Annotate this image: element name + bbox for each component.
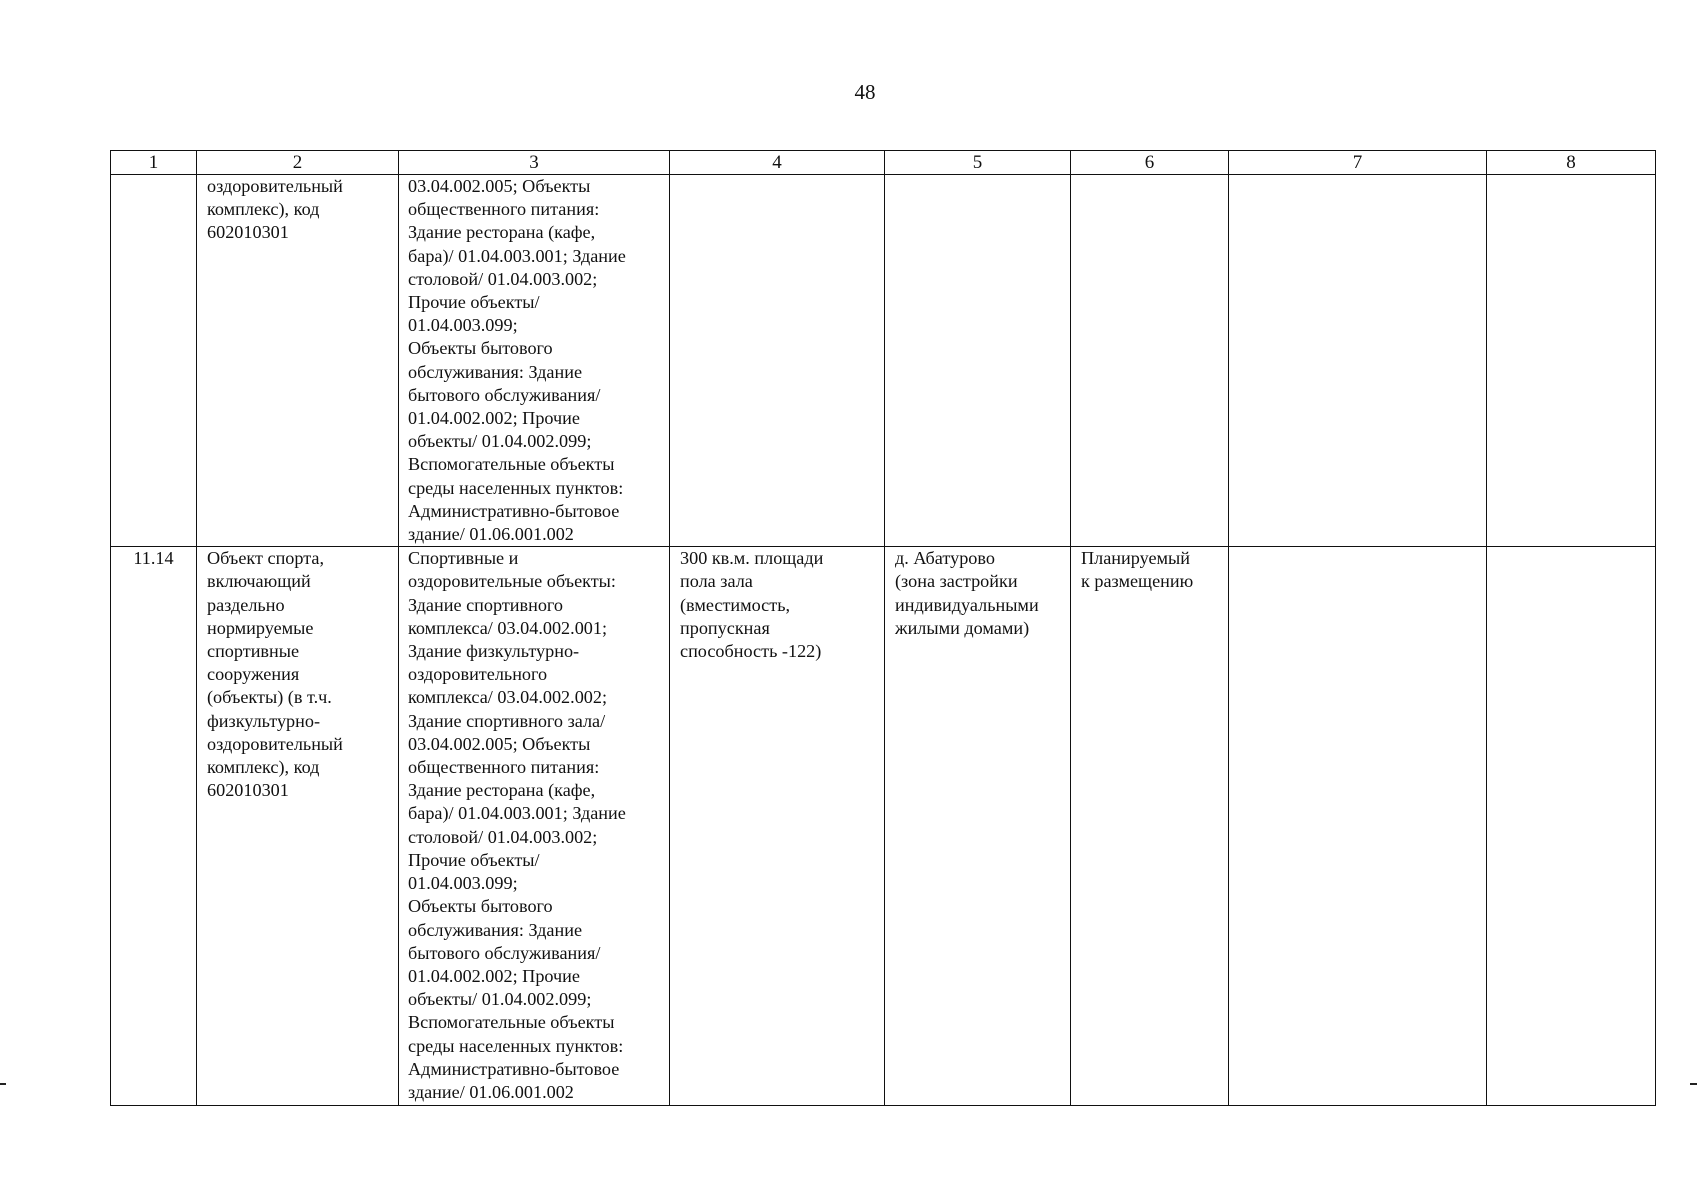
cell-text-line: Вспомогательные объекты bbox=[408, 454, 615, 475]
cell-col8 bbox=[1487, 175, 1656, 547]
cell-text-line: Административно-бытовое bbox=[408, 500, 620, 521]
cell-text-line: бытового обслуживания/ bbox=[408, 942, 601, 963]
cell-number: 11.14 bbox=[111, 547, 197, 1106]
cell-text-line: бара)/ 01.04.003.001; Здание bbox=[408, 803, 626, 824]
scan-edge-mark-right bbox=[1690, 1083, 1697, 1085]
table-row bbox=[111, 547, 1656, 1106]
cell-location bbox=[885, 175, 1071, 547]
cell-characteristics bbox=[670, 175, 885, 547]
cell-text-line: спортивные bbox=[207, 641, 300, 662]
cell-text-line: общественного питания: bbox=[408, 199, 600, 220]
cell-text-line: Спортивные и bbox=[408, 548, 519, 569]
cell-text-line: 03.04.002.005; Объекты bbox=[408, 733, 591, 754]
cell-text-line: 01.04.002.002; Прочие bbox=[408, 408, 580, 429]
cell-text-line: обслуживания: Здание bbox=[408, 361, 583, 382]
cell-text-line: (зона застройки bbox=[895, 571, 1018, 592]
cell-status bbox=[1071, 547, 1229, 1106]
cell-text-line: (вместимость, bbox=[680, 594, 791, 615]
cell-text-line: включающий bbox=[207, 571, 311, 592]
cell-text-line: комплекса/ 03.04.002.001; bbox=[408, 617, 608, 638]
column-header-7: 7 bbox=[1229, 151, 1487, 175]
cell-text-line: нормируемые bbox=[207, 617, 314, 638]
cell-col7 bbox=[1229, 547, 1487, 1106]
cell-text-line: оздоровительный bbox=[207, 733, 343, 754]
cell-text-line: общественного питания: bbox=[408, 757, 600, 778]
cell-text-line: бара)/ 01.04.003.001; Здание bbox=[408, 245, 626, 266]
column-header-4: 4 bbox=[670, 151, 885, 175]
cell-text-line: Вспомогательные объекты bbox=[408, 1012, 615, 1033]
cell-text-line: Объекты бытового bbox=[408, 896, 553, 917]
cell-text-line: 602010301 bbox=[207, 222, 289, 243]
cell-text-line: Планируемый bbox=[1081, 548, 1190, 569]
cell-object-types bbox=[399, 547, 670, 1106]
page-number: 48 bbox=[854, 80, 876, 104]
cell-text-line: к размещению bbox=[1081, 571, 1194, 592]
cell-text-line: объекты/ 01.04.002.099; bbox=[408, 431, 592, 452]
cell-text-line: Объект спорта, bbox=[207, 548, 325, 569]
data-table bbox=[110, 150, 1656, 1106]
table-body bbox=[111, 175, 1656, 1106]
cell-text-line: комплекс), код bbox=[207, 199, 320, 220]
cell-object-name bbox=[197, 175, 399, 547]
cell-location bbox=[885, 547, 1071, 1106]
cell-text-line: Прочие объекты/ bbox=[408, 849, 540, 870]
cell-text-line: Административно-бытовое bbox=[408, 1058, 620, 1079]
cell-text-line: оздоровительный bbox=[207, 176, 343, 196]
cell-text-line: Прочие объекты/ bbox=[408, 292, 540, 313]
cell-text-line: комплекса/ 03.04.002.002; bbox=[408, 687, 608, 708]
cell-text-line: Здание физкультурно- bbox=[408, 641, 580, 662]
cell-text-line: Здание ресторана (кафе, bbox=[408, 780, 596, 801]
column-header-1: 1 bbox=[111, 151, 197, 175]
cell-text-line: обслуживания: Здание bbox=[408, 919, 583, 940]
cell-object-name bbox=[197, 547, 399, 1106]
cell-text-line: Здание ресторана (кафе, bbox=[408, 222, 596, 243]
cell-text-line: среды населенных пунктов: bbox=[408, 477, 624, 498]
cell-text-line: (объекты) (в т.ч. bbox=[207, 687, 332, 708]
column-header-8: 8 bbox=[1487, 151, 1656, 175]
cell-text-line: сооружения bbox=[207, 664, 300, 685]
cell-text-line: здание/ 01.06.001.002 bbox=[408, 524, 574, 545]
cell-text-line: раздельно bbox=[207, 594, 285, 615]
cell-text-line: столовой/ 01.04.003.002; bbox=[408, 268, 598, 289]
cell-col8 bbox=[1487, 547, 1656, 1106]
cell-text-line: комплекс), код bbox=[207, 757, 320, 778]
cell-text-line: 03.04.002.005; Объекты bbox=[408, 176, 591, 196]
cell-text-line: здание/ 01.06.001.002 bbox=[408, 1081, 574, 1102]
cell-text-line: 602010301 bbox=[207, 780, 289, 801]
table-header-row bbox=[111, 151, 1656, 175]
cell-text-line: жилыми домами) bbox=[895, 617, 1030, 638]
cell-characteristics bbox=[670, 547, 885, 1106]
cell-object-types bbox=[399, 175, 670, 547]
cell-text-line: 01.04.003.099; bbox=[408, 873, 518, 894]
cell-text-line: оздоровительные объекты: bbox=[408, 571, 616, 592]
column-header-5: 5 bbox=[885, 151, 1071, 175]
cell-text-line: пола зала bbox=[680, 571, 753, 592]
cell-col7 bbox=[1229, 175, 1487, 547]
scan-edge-mark-left bbox=[0, 1083, 6, 1085]
cell-status bbox=[1071, 175, 1229, 547]
cell-text-line: физкультурно- bbox=[207, 710, 321, 731]
column-header-2: 2 bbox=[197, 151, 399, 175]
column-header-3: 3 bbox=[399, 151, 670, 175]
table-row bbox=[111, 175, 1656, 547]
cell-text-line: 01.04.002.002; Прочие bbox=[408, 965, 580, 986]
cell-text-line: оздоровительного bbox=[408, 664, 548, 685]
cell-text-line: 300 кв.м. площади bbox=[680, 548, 824, 569]
cell-text-line: индивидуальными bbox=[895, 594, 1039, 615]
cell-text-line: Объекты бытового bbox=[408, 338, 553, 359]
cell-text-line: д. Абатурово bbox=[895, 548, 995, 569]
cell-text-line: пропускная bbox=[680, 617, 770, 638]
cell-text-line: Здание спортивного bbox=[408, 594, 564, 615]
column-header-6: 6 bbox=[1071, 151, 1229, 175]
cell-text-line: бытового обслуживания/ bbox=[408, 384, 601, 405]
cell-text-line: 01.04.003.099; bbox=[408, 315, 518, 336]
cell-text-line: объекты/ 01.04.002.099; bbox=[408, 989, 592, 1010]
cell-text-line: Здание спортивного зала/ bbox=[408, 710, 606, 731]
cell-text-line: способность -122) bbox=[680, 641, 822, 662]
cell-text-line: среды населенных пунктов: bbox=[408, 1035, 624, 1056]
cell-text-line: столовой/ 01.04.003.002; bbox=[408, 826, 598, 847]
cell-number bbox=[111, 175, 197, 547]
